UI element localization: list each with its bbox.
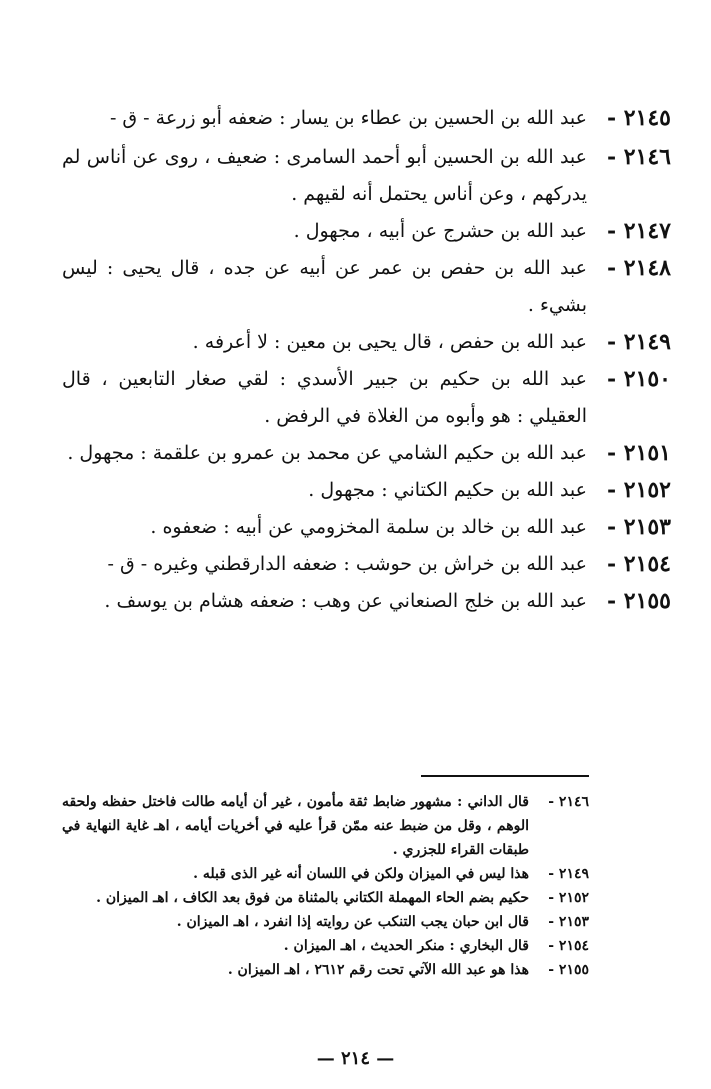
entry-number: ٢١٥٣ - [606, 514, 671, 540]
footnote-text: قال الداني : مشهور ضابط ثقة مأمون ، غير أن أيامه طالت فاختل حفظه ولحقه الوهم ، وقل من ضبط عنه ممّن قرأ عليه في أخريات أيامه ، اهـ غاية النهاية في طبقات القراء للجزري . [62, 794, 529, 858]
entry-text: عبد الله بن خراش بن حوشب : ضعفه الدارقطني وغيره - ق - [107, 553, 587, 575]
entry-2151 [62, 435, 671, 472]
entry-2155 [62, 583, 671, 620]
entry-number: ٢١٥٥ - [606, 588, 671, 614]
footnote-text: حكيم بضم الحاء المهملة الكتاني بالمثناة من فوق بعد الكاف ، اهـ الميزان . [96, 890, 529, 906]
entry-2147 [62, 213, 671, 250]
entry-number: ٢١٤٦ - [606, 144, 671, 170]
entry-text: عبد الله بن حكيم الكتاني : مجهول . [308, 479, 587, 501]
entry-2152 [62, 472, 671, 509]
entry-number: ٢١٤٥ - [606, 105, 671, 131]
footnote-2146 [62, 790, 589, 862]
entry-number: ٢١٥٤ - [606, 551, 671, 577]
footnote-number: ٢١٤٦ - [548, 794, 589, 810]
footnote-separator [421, 775, 589, 777]
entry-text: عبد الله بن الحسين أبو أحمد السامرى : ضعيف ، روى عن أناس لم يدركهم ، وعن أناس يحتمل أنه لقيهم . [62, 146, 587, 205]
biography-entries [62, 100, 671, 620]
footnotes [62, 790, 589, 982]
entry-text: عبد الله بن خالد بن سلمة المخزومي عن أبيه : ضعفوه . [150, 516, 587, 538]
entry-number: ٢١٥١ - [606, 440, 671, 466]
footnote-2154 [62, 934, 589, 958]
footnote-2152 [62, 886, 589, 910]
entry-2149 [62, 324, 671, 361]
footnote-2149 [62, 862, 589, 886]
footnote-text: هذا ليس في الميزان ولكن في اللسان أنه غير الذى قبله . [193, 866, 529, 882]
footnote-2153 [62, 910, 589, 934]
entry-number: ٢١٤٨ - [606, 255, 671, 281]
entry-2146 [62, 139, 671, 213]
footnote-text: قال البخاري : منكر الحديث ، اهـ الميزان . [283, 938, 529, 954]
entry-2153 [62, 509, 671, 546]
page-number: — ٢١٤ — [316, 1048, 395, 1069]
entry-text: عبد الله بن حكيم بن جبير الأسدي : لقي صغار التابعين ، قال العقيلي : هو وأبوه من الغلاة في الرفض . [62, 368, 587, 427]
entry-text: عبد الله بن حفص ، قال يحيى بن معين : لا أعرفه . [192, 331, 587, 353]
entry-text: عبد الله بن حكيم الشامي عن محمد بن عمرو بن علقمة : مجهول . [67, 442, 587, 464]
entry-text: عبد الله بن الحسين بن عطاء بن يسار : ضعفه أبو زرعة - ق - [109, 107, 587, 129]
entry-2154 [62, 546, 671, 583]
footnote-number: ٢١٥٤ - [548, 938, 589, 954]
footnote-number: ٢١٥٢ - [548, 890, 589, 906]
entry-number: ٢١٥٠ - [606, 366, 671, 392]
footnote-number: ٢١٥٣ - [548, 914, 589, 930]
entry-text: عبد الله بن حشرج عن أبيه ، مجهول . [293, 220, 587, 242]
footnote-2155 [62, 958, 589, 982]
entry-number: ٢١٥٢ - [606, 477, 671, 503]
entry-2145 [62, 100, 671, 137]
footnote-number: ٢١٤٩ - [548, 866, 589, 882]
entry-text: عبد الله بن خلج الصنعاني عن وهب : ضعفه هشام بن يوسف . [104, 590, 587, 612]
entry-number: ٢١٤٧ - [606, 218, 671, 244]
footnote-text: قال ابن حبان يجب التنكب عن روايته إذا انفرد ، اهـ الميزان . [176, 914, 529, 930]
footnote-number: ٢١٥٥ - [548, 962, 589, 978]
entry-text: عبد الله بن حفص بن عمر عن أبيه عن جده ، قال يحيى : ليس بشيء . [62, 257, 587, 316]
entry-number: ٢١٤٩ - [606, 329, 671, 355]
entry-2150 [62, 361, 671, 435]
entry-2148 [62, 250, 671, 324]
footnote-text: هذا هو عبد الله الآتي تحت رقم ٢٦١٢ ، اهـ الميزان . [227, 962, 529, 978]
